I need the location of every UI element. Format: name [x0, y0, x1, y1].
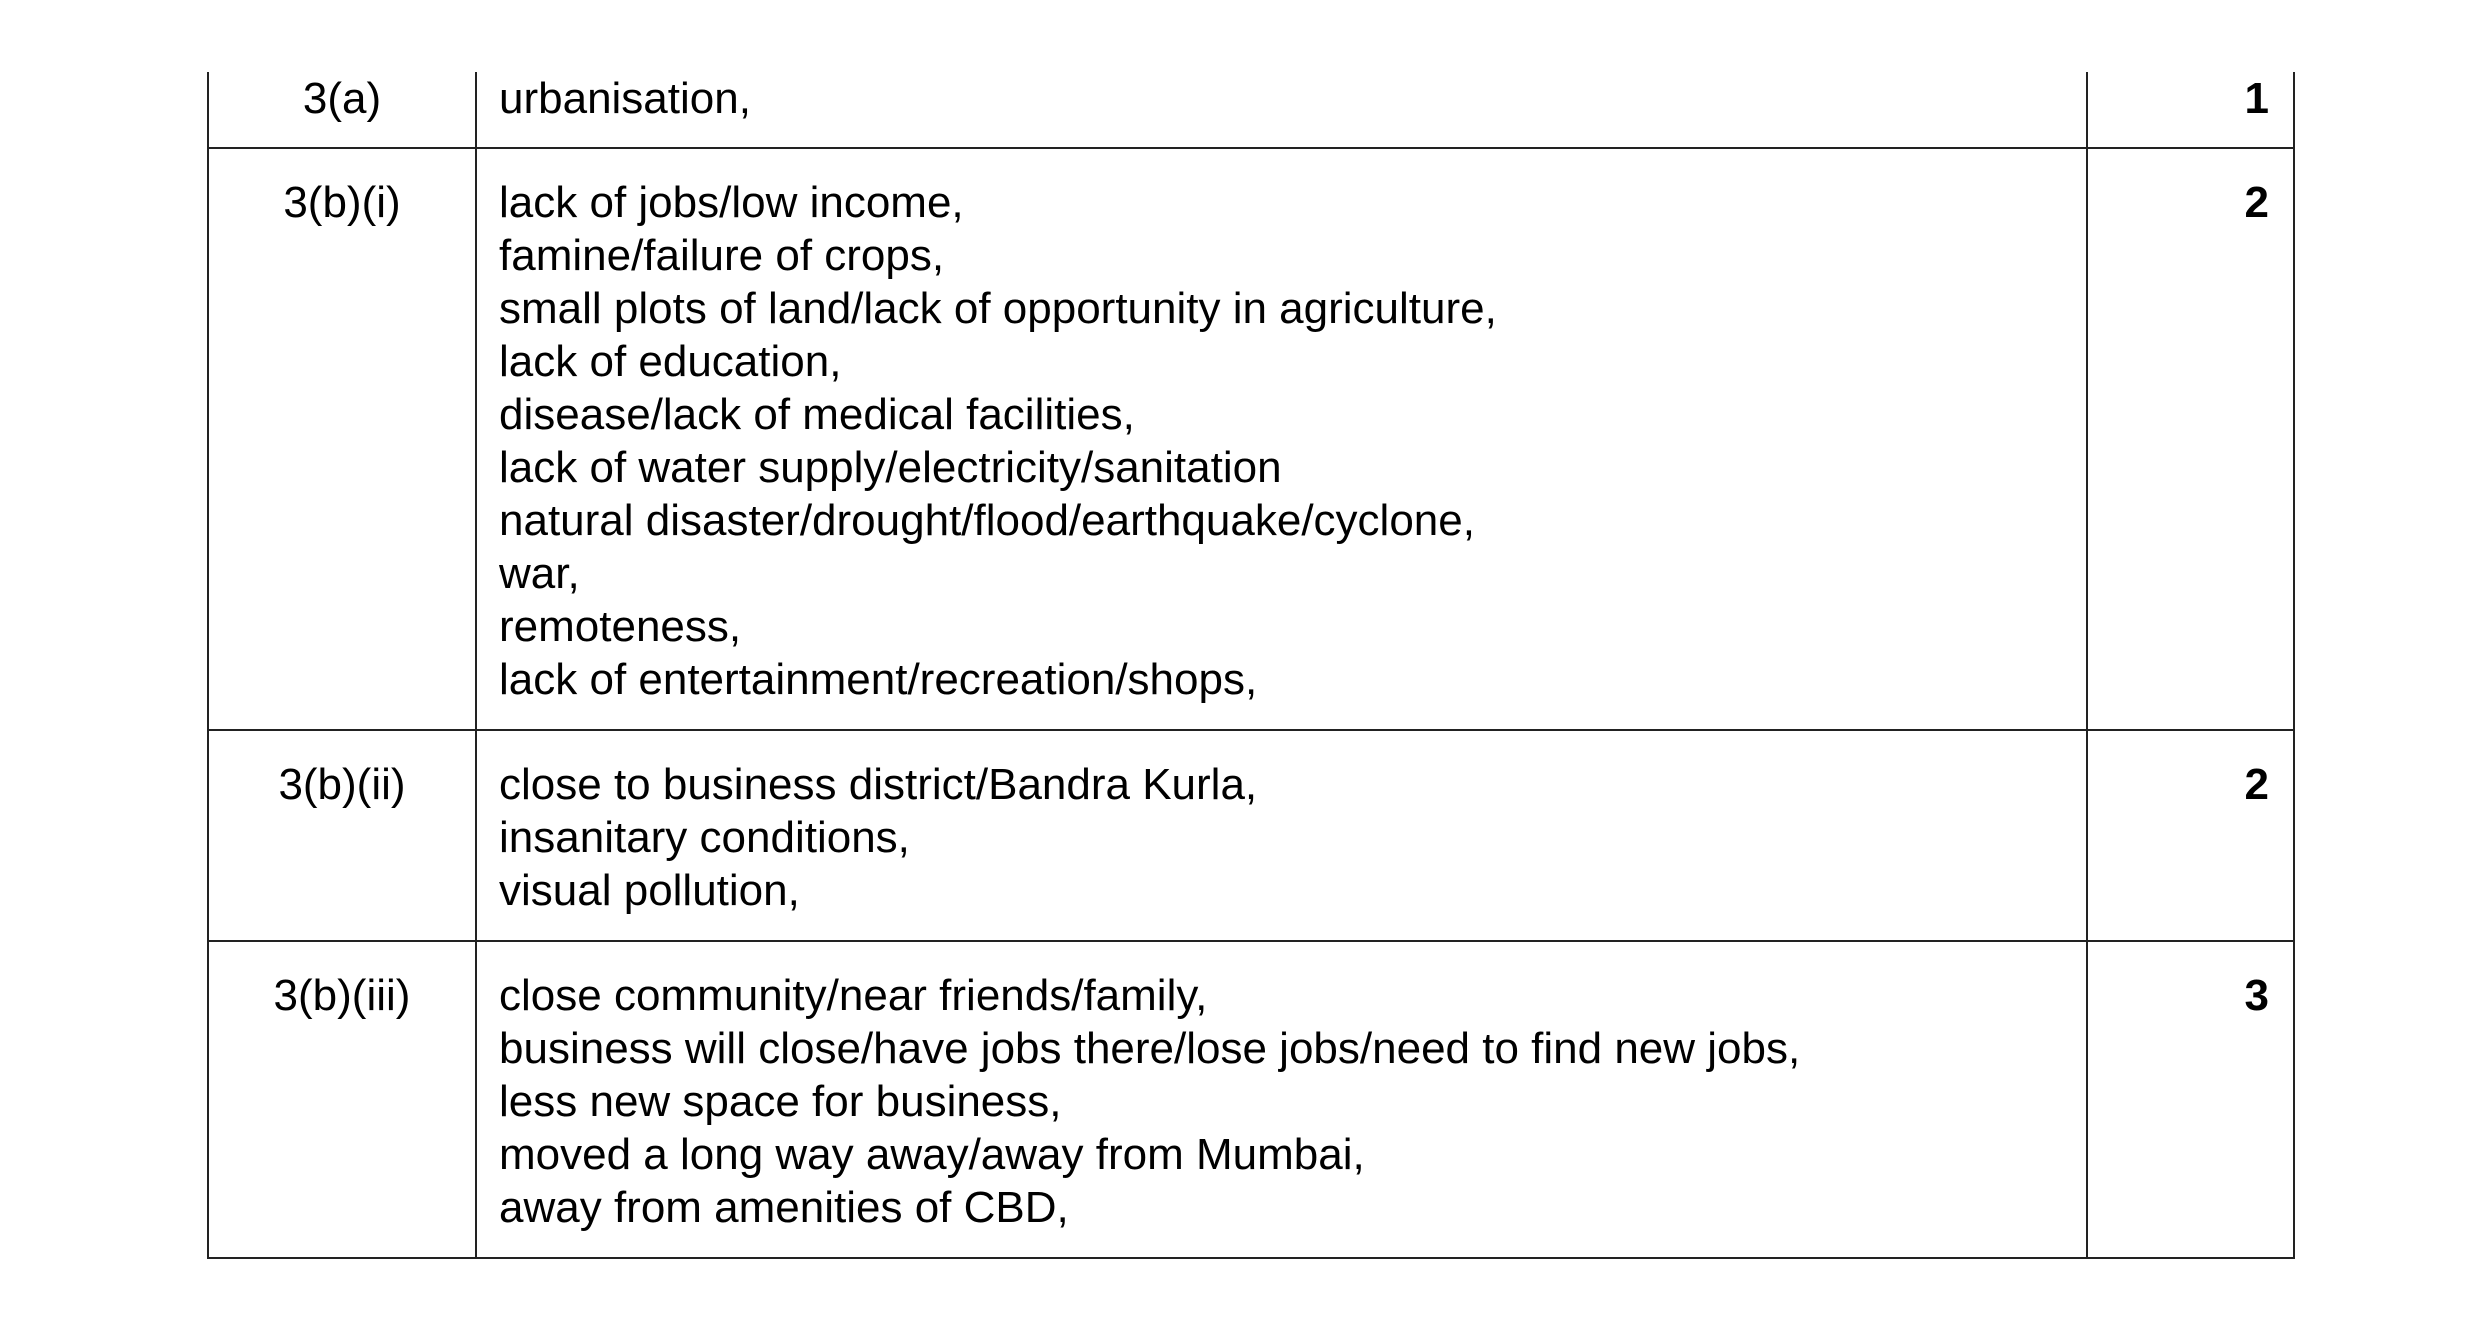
answer-line: lack of jobs/low income, — [499, 178, 964, 227]
question-number: 3(b)(ii) — [208, 730, 476, 941]
answer-line: lack of water supply/electricity/sanitation — [499, 443, 1282, 492]
marks-value: 2 — [2087, 730, 2294, 941]
question-number: 3(b)(iii) — [208, 941, 476, 1258]
question-number: 3(a) — [208, 72, 476, 148]
answer-line: lack of entertainment/recreation/shops, — [499, 655, 1258, 704]
answer-line: less new space for business, — [499, 1077, 1062, 1126]
answer-line: remoteness, — [499, 602, 742, 651]
answer-line: moved a long way away/away from Mumbai, — [499, 1130, 1365, 1179]
table-row — [208, 72, 2294, 148]
answer-cell — [476, 72, 2087, 148]
table-row — [208, 941, 2294, 1258]
question-number: 3(b)(i) — [208, 148, 476, 730]
answer-line: business will close/have jobs there/lose jobs/need to find new jobs, — [499, 1024, 1801, 1073]
answer-line: away from amenities of CBD, — [499, 1183, 1069, 1232]
table-row — [208, 730, 2294, 941]
answer-line: visual pollution, — [499, 866, 800, 915]
answer-line: natural disaster/drought/flood/earthquake/cyclone, — [499, 496, 1475, 545]
table-row — [208, 148, 2294, 730]
answer-line: close community/near friends/family, — [499, 971, 1208, 1020]
answer-line: disease/lack of medical facilities, — [499, 390, 1135, 439]
answer-line: famine/failure of crops, — [499, 231, 945, 280]
answer-line: lack of education, — [499, 337, 842, 386]
marks-value: 2 — [2087, 148, 2294, 730]
marks-value: 1 — [2087, 72, 2294, 148]
marks-value: 3 — [2087, 941, 2294, 1258]
answer-cell — [476, 941, 2087, 1258]
answer-line: small plots of land/lack of opportunity in agriculture, — [499, 284, 1497, 333]
answer-line: war, — [499, 549, 580, 598]
mark-scheme-table — [207, 72, 2295, 1259]
answer-line: close to business district/Bandra Kurla, — [499, 760, 1258, 809]
answer-cell — [476, 730, 2087, 941]
answer-cell — [476, 148, 2087, 730]
answer-line: insanitary conditions, — [499, 813, 910, 862]
answer-line: urbanisation, — [499, 74, 751, 123]
